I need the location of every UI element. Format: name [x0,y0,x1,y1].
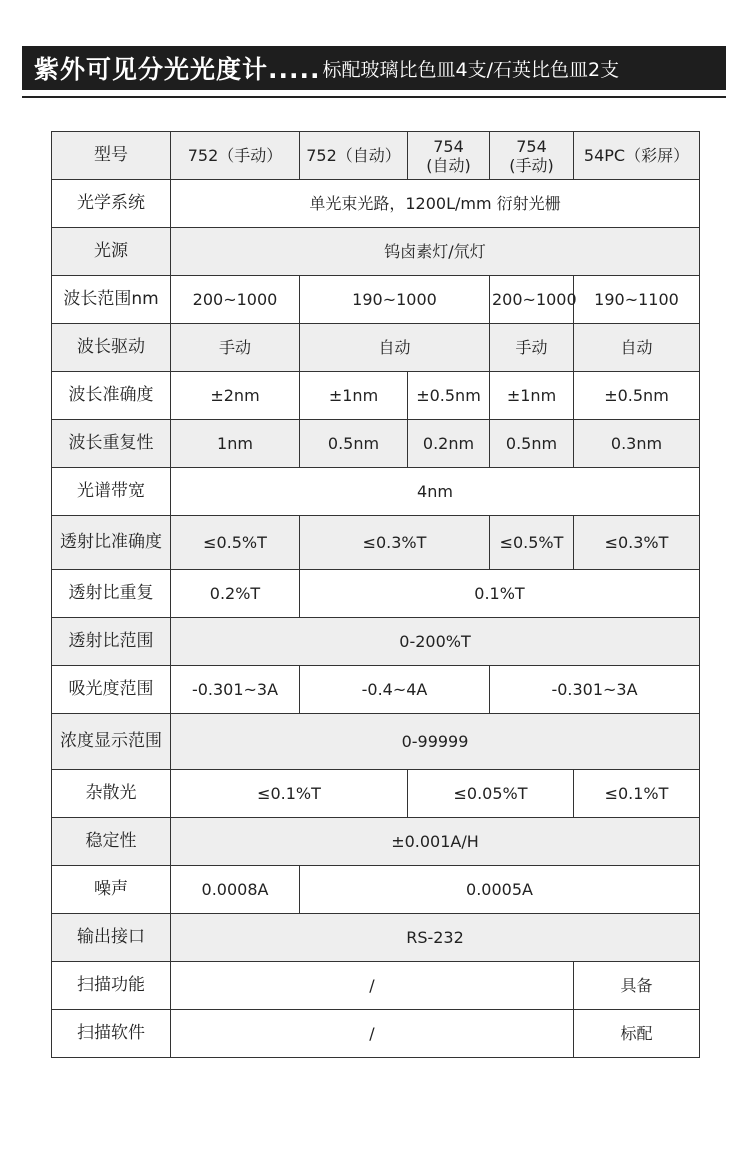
row-label: 透射比准确度 [52,516,171,570]
table-cell: ±2nm [171,372,300,420]
table-cell: ≤0.1%T [171,770,408,818]
banner-underline [22,96,726,98]
table-cell: 4nm [171,468,700,516]
spec-table [51,131,700,1058]
banner-title: 紫外可见分光光度计..... [34,55,321,84]
row-label: 扫描功能 [52,962,171,1010]
table-row [52,180,700,228]
row-label: 透射比范围 [52,618,171,666]
header-row [52,132,700,180]
row-label: 光学系统 [52,180,171,228]
row-label: 波长驱动 [52,324,171,372]
table-row [52,1010,700,1058]
table-cell: ≤0.1%T [574,770,700,818]
row-label: 波长范围nm [52,276,171,324]
row-label: 扫描软件 [52,1010,171,1058]
table-row [52,468,700,516]
table-row [52,324,700,372]
table-cell: ≤0.5%T [490,516,574,570]
table-row [52,914,700,962]
table-cell: ±0.001A/H [171,818,700,866]
table-cell: ≤0.3%T [574,516,700,570]
table-cell: ±0.5nm [574,372,700,420]
table-cell: 具备 [574,962,700,1010]
row-label: 浓度显示范围 [52,714,171,770]
table-cell: 1nm [171,420,300,468]
table-cell: ≤0.5%T [171,516,300,570]
table-cell: 钨卤素灯/氘灯 [171,228,700,276]
row-label: 波长重复性 [52,420,171,468]
table-row [52,618,700,666]
table-cell: 0.3nm [574,420,700,468]
table-cell: 200~1000 [490,276,574,324]
table-cell: / [171,962,574,1010]
table-cell: ±1nm [300,372,408,420]
table-cell: 单光束光路，1200L/mm 衍射光栅 [171,180,700,228]
row-label: 吸光度范围 [52,666,171,714]
table-row [52,420,700,468]
header-cell-54pc: 54PC（彩屏） [574,132,700,180]
row-label: 噪声 [52,866,171,914]
table-cell: 0.5nm [490,420,574,468]
table-row [52,228,700,276]
row-label: 稳定性 [52,818,171,866]
table-cell: 190~1100 [574,276,700,324]
table-cell: 手动 [490,324,574,372]
table-cell: RS-232 [171,914,700,962]
table-cell: 标配 [574,1010,700,1058]
table-cell: ≤0.05%T [408,770,574,818]
header-cell-752-manual: 752（手动） [171,132,300,180]
table-cell: -0.301~3A [171,666,300,714]
table-cell: 200~1000 [171,276,300,324]
header-cell-754-manual: 754 (手动) [490,132,574,180]
table-cell: 0-99999 [171,714,700,770]
header-cell-model: 型号 [52,132,171,180]
table-row [52,714,700,770]
row-label: 透射比重复 [52,570,171,618]
table-cell: ±0.5nm [408,372,490,420]
table-cell: / [171,1010,574,1058]
row-label: 波长准确度 [52,372,171,420]
table-cell: ±1nm [490,372,574,420]
table-row [52,372,700,420]
table-cell: 自动 [300,324,490,372]
table-cell: 0.2%T [171,570,300,618]
row-label: 杂散光 [52,770,171,818]
table-cell: 自动 [574,324,700,372]
row-label: 光谱带宽 [52,468,171,516]
table-row [52,962,700,1010]
table-cell: 190~1000 [300,276,490,324]
header-cell-754-auto: 754 (自动) [408,132,490,180]
table-row [52,866,700,914]
table-row [52,276,700,324]
table-cell: 0-200%T [171,618,700,666]
table-cell: ≤0.3%T [300,516,490,570]
table-cell: 0.0005A [300,866,700,914]
table-row [52,570,700,618]
header-cell-752-auto: 752（自动） [300,132,408,180]
table-cell: 0.0008A [171,866,300,914]
table-row [52,818,700,866]
table-cell: 0.5nm [300,420,408,468]
table-row [52,666,700,714]
table-row [52,516,700,570]
banner-subtitle: 标配玻璃比色皿4支/石英比色皿2支 [322,58,620,81]
table-cell: 0.1%T [300,570,700,618]
table-cell: 0.2nm [408,420,490,468]
table-cell: -0.4~4A [300,666,490,714]
table-cell: -0.301~3A [490,666,700,714]
row-label: 输出接口 [52,914,171,962]
row-label: 光源 [52,228,171,276]
title-banner [22,46,726,90]
table-row [52,770,700,818]
table-cell: 手动 [171,324,300,372]
